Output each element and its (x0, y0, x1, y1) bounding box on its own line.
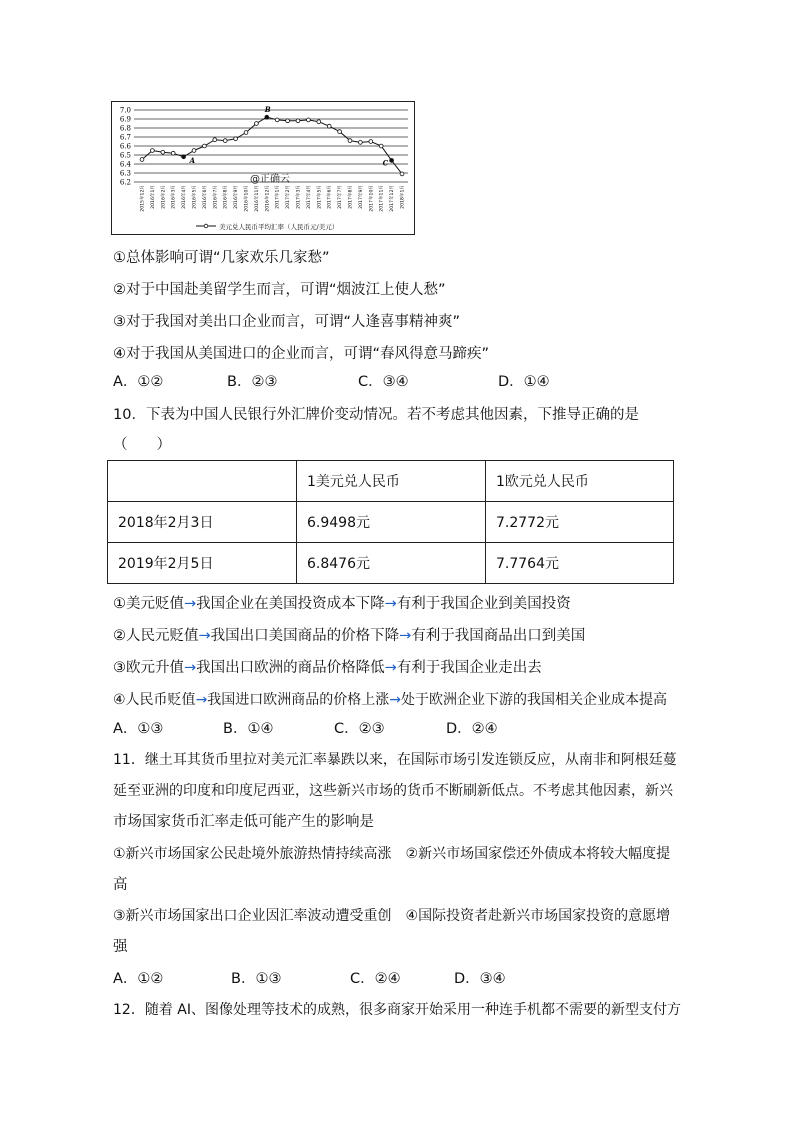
q10-option-d[interactable]: D．②④ (446, 721, 498, 737)
chart-canvas (112, 102, 414, 234)
point-label-c: C (382, 158, 389, 168)
q9-options (113, 372, 550, 392)
legend-label: 美元兑人民币平均汇率（人民币元/美元） (219, 223, 339, 231)
x-tick-label: 2017年2月 (286, 185, 292, 209)
y-tick-label: 6.2 (119, 178, 131, 187)
x-tick-label: 2017年1月 (275, 185, 281, 209)
table-cell: 7.2772元 (486, 502, 674, 543)
arrow-icon: → (195, 692, 208, 708)
data-point (171, 151, 175, 155)
arrow-icon: → (389, 692, 402, 708)
data-point (307, 118, 311, 122)
x-tick-label: 2017年6月 (327, 185, 333, 209)
data-point (234, 137, 238, 141)
x-tick-label: 2017年9月 (358, 185, 364, 209)
data-point (275, 118, 279, 122)
x-tick-label: 2017年12月 (390, 185, 396, 212)
q11-statement-line-1: ①新兴市场国家公民赴境外旅游热情持续高涨 ②新兴市场国家偿还外债成本将较大幅度提 (113, 846, 671, 862)
q11-stem-line-1: 11．继土耳其货币里拉对美元汇率暴跌以来，在国际市场引发连锁反应，从南非和阿根廷蔓 (113, 752, 677, 768)
x-tick-label: 2017年5月 (317, 185, 323, 209)
q9-option-d[interactable]: D．①④ (498, 374, 550, 390)
arrow-icon: → (184, 596, 197, 612)
y-tick-label: 6.5 (119, 151, 131, 160)
table-cell: 6.9498元 (297, 502, 486, 543)
exchange-rate-table (107, 460, 674, 584)
q10-statement-1: ①美元贬值→我国企业在美国投资成本下降→有利于我国企业到美国投资 (113, 596, 571, 612)
x-tick-label: 2016年6月 (202, 185, 208, 209)
q11-stem-line-3: 市场国家货币汇率走低可能产生的影响是 (113, 814, 374, 830)
y-tick-label: 6.3 (119, 169, 131, 178)
data-point (192, 149, 196, 153)
exchange-rate-chart (111, 101, 415, 235)
q10-stem: 10．下表为中国人民银行外汇牌价变动情况。若不考虑其他因素，下推导正确的是 (113, 407, 639, 423)
x-tick-label: 2016年3月 (171, 185, 177, 209)
data-point (213, 138, 217, 142)
table-cell: 2018年2月3日 (108, 502, 297, 543)
q11-options (113, 969, 506, 989)
x-tick-label: 2017年10月 (369, 185, 375, 212)
x-tick-label: 2015年12月 (140, 185, 146, 212)
q12-stem-line-1: 12．随着 AI、图像处理等技术的成熟，很多商家开始采用一种连手机都不需要的新型支付方 (113, 1002, 681, 1018)
data-point (161, 150, 165, 154)
y-tick-label: 6.9 (119, 115, 131, 124)
q9-statement-3: ③对于我国对美出口企业而言，可谓“人逢喜事精神爽” (113, 314, 461, 330)
q11-option-b[interactable]: B．①③ (231, 971, 282, 987)
q11-option-a[interactable]: A．①② (113, 971, 164, 987)
x-tick-label: 2017年7月 (338, 185, 344, 209)
data-point (327, 124, 331, 128)
table-header-cell (108, 461, 297, 502)
table-header-row (108, 461, 674, 502)
data-point (359, 141, 363, 145)
x-tick-label: 2017年3月 (296, 185, 302, 209)
arrow-icon: → (384, 660, 397, 676)
x-tick-label: 2016年2月 (161, 185, 167, 209)
x-tick-label: 2017年8月 (348, 185, 354, 209)
data-point (317, 120, 321, 124)
x-tick-label: 2016年12月 (265, 185, 271, 212)
data-point (338, 130, 342, 134)
data-point (369, 140, 373, 144)
y-tick-label: 7.0 (119, 106, 131, 115)
q9-option-a[interactable]: A．①② (113, 374, 164, 390)
legend-marker (204, 224, 208, 228)
x-tick-label: 2017年11月 (379, 185, 385, 212)
y-tick-label: 6.6 (119, 142, 131, 151)
x-tick-label: 2017年4月 (306, 185, 312, 209)
x-tick-label: 2016年9月 (234, 185, 240, 209)
q9-statement-4: ④对于我国从美国进口的企业而言，可谓“春风得意马蹄疾” (113, 346, 490, 362)
point-marker-a (182, 155, 186, 159)
table-row (108, 502, 674, 543)
q10-option-b[interactable]: B．①④ (223, 721, 274, 737)
x-tick-label: 2016年11月 (254, 185, 260, 212)
q10-option-a[interactable]: A．①③ (113, 721, 164, 737)
table-cell: 6.8476元 (297, 543, 486, 584)
data-point (151, 149, 155, 153)
data-point (203, 144, 207, 148)
x-tick-label: 2016年8月 (223, 185, 229, 209)
q9-statement-2: ②对于中国赴美留学生而言，可谓“烟波江上使人愁” (113, 282, 446, 298)
q10-option-c[interactable]: C．②③ (334, 721, 385, 737)
point-marker-c (390, 158, 394, 162)
table-cell: 2019年2月5日 (108, 543, 297, 584)
arrow-icon: → (384, 596, 397, 612)
table-row (108, 543, 674, 584)
series-line (142, 117, 402, 174)
point-label-a: A (189, 155, 196, 165)
y-tick-label: 6.4 (119, 160, 131, 169)
data-point (379, 144, 383, 148)
data-point (286, 119, 290, 123)
watermark: @正确云 (250, 174, 290, 185)
q11-stem-line-2: 延至亚洲的印度和印度尼西亚，这些新兴市场的货币不断刷新低点。不考虑其他因素，新兴 (113, 783, 673, 799)
arrow-icon: → (198, 628, 211, 644)
q11-statement-line-2: 高 (113, 877, 128, 893)
data-point (223, 139, 227, 143)
x-tick-label: 2016年5月 (192, 185, 198, 209)
data-point (244, 131, 248, 135)
x-tick-label: 2016年10月 (244, 185, 250, 212)
y-tick-label: 6.7 (119, 133, 131, 142)
data-point (348, 139, 352, 143)
q11-statement-line-4: 强 (113, 939, 128, 955)
table-header-cell: 1欧元兑人民币 (486, 461, 674, 502)
arrow-icon: → (399, 628, 412, 644)
y-tick-label: 6.8 (119, 124, 131, 133)
q11-statement-line-3: ③新兴市场国家出口企业因汇率波动遭受重创 ④国际投资者赴新兴市场国家投资的意愿增 (113, 908, 671, 924)
x-tick-label: 2016年7月 (213, 185, 219, 209)
q10-statement-2: ②人民元贬值→我国出口美国商品的价格下降→有利于我国商品出口到美国 (113, 628, 586, 644)
q11-option-d[interactable]: D．③④ (454, 971, 506, 987)
q9-statement-1: ①总体影响可谓“几家欢乐几家愁” (113, 250, 330, 266)
q9-option-b[interactable]: B．②③ (227, 374, 278, 390)
data-point (296, 119, 300, 123)
x-tick-label: 2016年1月 (150, 185, 156, 209)
q10-statement-4: ④人民币贬值→我国进口欧洲商品的价格上涨→处于欧洲企业下游的我国相关企业成本提高 (113, 692, 668, 708)
arrow-icon: → (184, 660, 197, 676)
data-point (255, 122, 259, 126)
q10-statement-3: ③欧元升值→我国出口欧洲的商品价格降低→有利于我国企业走出去 (113, 660, 542, 676)
q10-answer-paren: （ ） (113, 437, 171, 453)
q10-options (113, 719, 498, 739)
x-tick-label: 2016年4月 (182, 185, 188, 209)
q11-option-c[interactable]: C．②④ (350, 971, 401, 987)
data-point (140, 158, 144, 162)
x-tick-label: 2018年1月 (400, 185, 406, 209)
point-marker-b (265, 115, 269, 119)
table-cell: 7.7764元 (486, 543, 674, 584)
data-point (400, 172, 404, 176)
point-label-b: B (264, 105, 271, 115)
table-header-cell: 1美元兑人民币 (297, 461, 486, 502)
q9-option-c[interactable]: C．③④ (358, 374, 409, 390)
